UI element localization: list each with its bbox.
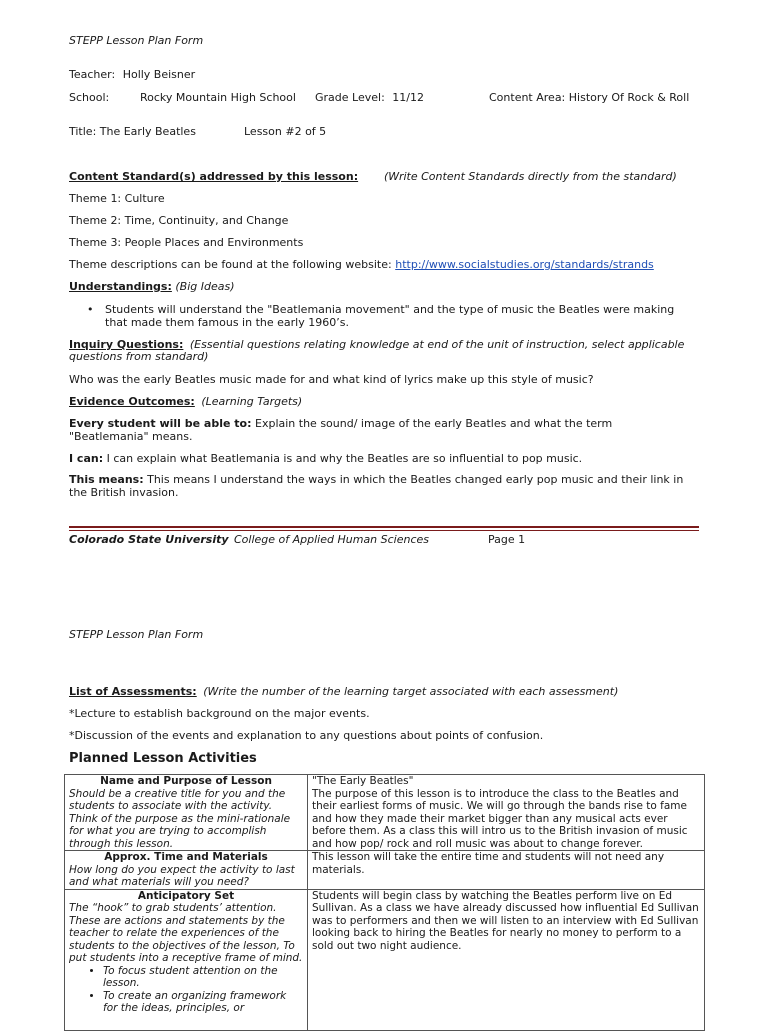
theme-3: Theme 3: People Places and Environments	[69, 236, 304, 249]
theme-1: Theme 1: Culture	[69, 192, 165, 205]
evidence-heading: Evidence Outcomes:	[69, 395, 195, 408]
every-student-label: Every student will be able to:	[69, 417, 252, 430]
row-bullets	[69, 965, 303, 1015]
ican-label: I can:	[69, 452, 104, 465]
row-label-cell	[65, 889, 308, 1030]
table-row	[65, 851, 705, 890]
lesson-activities-table	[64, 774, 705, 1031]
school-label: School:	[69, 91, 110, 104]
every-student-text: Explain the sound/ image of the early Beatles and what the term "Beatlemania" means.	[69, 417, 613, 443]
row-content-cell	[308, 775, 705, 851]
row-label-cell	[65, 775, 308, 851]
title-label: Title:	[69, 125, 97, 138]
row-head: Anticipatory Set	[137, 889, 235, 902]
content-area: Content Area: History Of Rock & Roll	[489, 91, 690, 104]
content-standard-heading: Content Standard(s) addressed by this lesson:	[69, 170, 359, 183]
footer-college: College of Applied Human Sciences	[234, 533, 430, 546]
this-means-block	[69, 473, 694, 499]
row-bullet: • To create an organizing framework for the ideas, principles, or	[103, 990, 303, 1015]
teacher-label: Teacher:	[69, 68, 116, 81]
footer-rule-thick	[69, 526, 699, 528]
grade-label: Grade Level:	[315, 91, 385, 104]
inquiry-note: (Essential questions relating knowledge at end of the unit of instruction, select applicable questions from standard)	[69, 338, 685, 363]
understandings-line	[69, 280, 235, 293]
grade-line	[315, 91, 424, 104]
every-student-block	[69, 417, 689, 443]
teacher-line	[69, 68, 195, 81]
understandings-note: (Big Ideas)	[175, 280, 235, 293]
row-head: Approx. Time and Materials	[104, 851, 268, 863]
row-content: The purpose of this lesson is to introduce the class to the Beatles and their earliest forms of music. We will go through the bands rise to fame and how they made their market bigger than any musical acts ever before them. As a class this will intro us to the British invasion of music and how pop/ rock and roll music was about to change forever.	[312, 787, 688, 850]
ican-line	[69, 452, 582, 465]
theme-desc-line	[69, 258, 654, 271]
theme-desc-text: Theme descriptions can be found at the following website:	[69, 258, 392, 271]
understandings-bullet: • Students will understand the "Beatlemania movement" and the type of music the Beatles were making that made them famous in the early 1960’s.	[105, 303, 695, 329]
evidence-note: (Learning Targets)	[201, 395, 303, 408]
assessment-item-2: *Discussion of the events and explanation to any questions about points of confusion.	[69, 729, 544, 742]
row-content: Students will begin class by watching the Beatles perform live on Ed Sullivan. As a class we have already discussed how influential Ed Sullivan was to performers and then we will listen to an interview with Ed Sullivan looking back to hiring the Beatles for nearly no money to perform to a sold out two night audience.	[312, 889, 699, 952]
grade-value: 11/12	[392, 91, 424, 104]
row-bullet: • To focus student attention on the lesson.	[103, 965, 303, 990]
footer-rule-thin	[69, 530, 699, 531]
table-row	[65, 775, 705, 851]
inquiry-text: Who was the early Beatles music made for and what kind of lyrics make up this style of music?	[69, 373, 594, 386]
row-content-cell	[308, 851, 705, 890]
row-desc: How long do you expect the activity to last and what materials will you need?	[69, 863, 295, 888]
assessments-line	[69, 685, 618, 698]
planned-heading: Planned Lesson Activities	[69, 751, 257, 766]
theme-desc-link[interactable]: http://www.socialstudies.org/standards/strands	[395, 258, 654, 271]
row-label-cell	[65, 851, 308, 890]
footer-page: Page 1	[488, 533, 526, 546]
row-desc: Should be a creative title for you and the students to associate with the activity. Think of the purpose as the mini-rationale for what you are trying to accomplish through this lesson.	[69, 787, 291, 850]
title-value: The Early Beatles	[99, 125, 196, 138]
row-content-title: "The Early Beatles"	[312, 775, 414, 787]
inquiry-heading: Inquiry Questions:	[69, 338, 184, 351]
form-title: STEPP Lesson Plan Form	[69, 34, 204, 47]
lesson-number: Lesson #2 of 5	[244, 125, 327, 138]
this-means-text: This means I understand the ways in which the Beatles changed early pop music and their link in the British invasion.	[69, 473, 684, 499]
table-row	[65, 889, 705, 1030]
content-standard-note: (Write Content Standards directly from the standard)	[384, 170, 677, 183]
row-content: This lesson will take the entire time and students will not need any materials.	[312, 851, 665, 876]
assessments-note: (Write the number of the learning target associated with each assessment)	[203, 685, 619, 698]
row-desc: The “hook” to grab students’ attention. These are actions and statements by the teacher to relate the experiences of the students to the objectives of the lesson, To put students into a receptive frame of mind.	[69, 902, 303, 964]
assessments-heading: List of Assessments:	[69, 685, 197, 698]
teacher-name: Holly Beisner	[122, 68, 196, 81]
form-title-page2: STEPP Lesson Plan Form	[69, 628, 204, 641]
inquiry-block	[69, 339, 689, 363]
theme-2: Theme 2: Time, Continuity, and Change	[69, 214, 289, 227]
ican-text: I can explain what Beatlemania is and why the Beatles are so influential to pop music.	[106, 452, 583, 465]
title-line	[69, 125, 196, 138]
this-means-label: This means:	[69, 473, 144, 486]
school-name: Rocky Mountain High School	[140, 91, 296, 104]
row-head: Name and Purpose of Lesson	[100, 775, 272, 787]
understandings-heading: Understandings:	[69, 280, 172, 293]
footer-university: Colorado State University	[69, 533, 229, 546]
row-content-cell	[308, 889, 705, 1030]
evidence-line	[69, 395, 302, 408]
assessment-item-1: *Lecture to establish background on the major events.	[69, 707, 370, 720]
